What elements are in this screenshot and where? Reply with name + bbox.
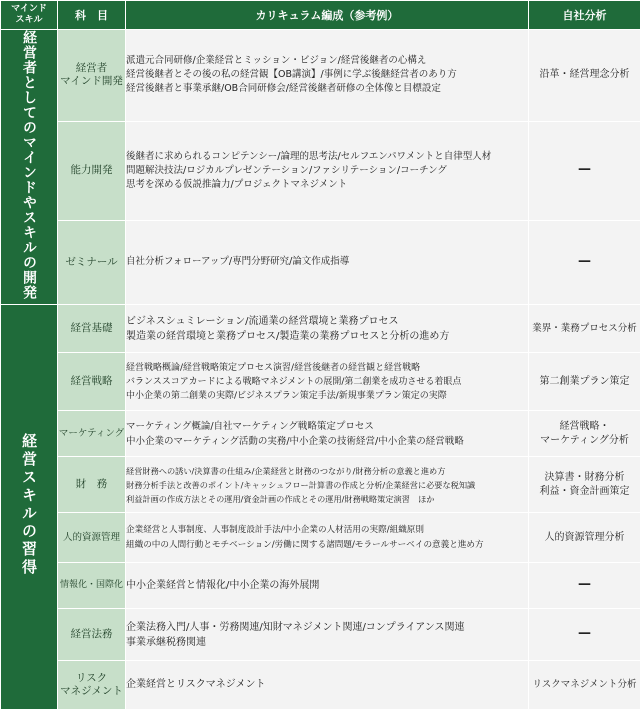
curriculum-line: 経営後継者とその後の私の経営観【OB講演】/事例に学ぶ後継経営者のあり方 [126,68,528,82]
category-skill-label: 経営スキルの習得 [21,433,37,577]
subject-cell [58,220,126,304]
subject-line: 経営法務 [58,628,125,641]
analysis-dash: — [578,162,591,177]
category-mind-label: 経営者としてのマインドやスキルの開発 [21,30,37,300]
table-row [1,305,640,353]
curriculum-cell [126,30,529,122]
subject-cell [58,457,126,513]
curriculum-line: 中小企業のマーケティング活動の実務/中小企業の技術経営/中小企業の経営戦略 [126,434,528,449]
analysis-dash: — [578,626,591,641]
subject-cell [58,609,126,661]
curriculum-line: 企業経営と人事制度、人事制度設計手法/中小企業の人材活用の実際/組織原則 [126,523,528,538]
subject-line: 経営基礎 [58,322,125,335]
category-mind [1,30,58,305]
curriculum-line: 中小企業経営と情報化/中小企業の海外展開 [126,579,528,593]
table-row [1,513,640,563]
subject-line: マーケティング [58,427,125,440]
analysis-cell [529,661,640,710]
curriculum-line: 経営財務への誘い/決算書の仕組み/企業経営と財務のつながり/財務分析の意義と進め方 [126,464,528,478]
curriculum-line: 財務分析手法と改善のポイント/キャッシュフロー計算書の作成と分析/企業経営に必要な税知識 [126,478,528,492]
curriculum-line: ビジネスシュミレーション/流通業の経営環境と業務プロセス [126,314,528,329]
subject-line: リスク [58,672,125,685]
analysis-dash: — [578,577,591,592]
curriculum-line: 製造業の経営環境と業務プロセス/製造業の業務プロセスと分析の進め方 [126,329,528,344]
curriculum-cell [126,411,529,457]
analysis-line: 決算書・財務分析 [529,471,640,485]
curriculum-line: 企業経営とリスクマネジメント [126,678,528,692]
subject-line: マネジメント [58,685,125,698]
header-category [1,1,58,30]
header-subject: 科 目 [58,1,126,30]
analysis-line: マーケティング分析 [529,434,640,448]
curriculum-cell [126,121,529,220]
subject-line: 能力開発 [58,164,125,177]
curriculum-cell [126,353,529,411]
subject-line: マインド開発 [58,75,125,88]
analysis-dash: — [578,254,591,269]
curriculum-cell [126,513,529,563]
subject-line: 経営戦略 [58,375,125,388]
subject-line: 人的資源管理 [58,531,125,544]
subject-line: 財 務 [58,478,125,491]
subject-cell [58,661,126,710]
analysis-cell [529,305,640,353]
curriculum-line: 問題解決技法/ロジカルプレゼンテーション/ファシリテーション/コーチング [126,164,528,178]
subject-line: ゼミナール [58,256,125,269]
subject-cell [58,121,126,220]
table-row [1,220,640,304]
analysis-line: 第二創業プラン策定 [529,375,640,389]
header-row [1,1,640,30]
curriculum-line: 企業法務入門/人事・労務関連/知財マネジメント関連/コンプライアンス関連 [126,620,528,635]
curriculum-cell [126,220,529,304]
category-skill [1,305,58,710]
curriculum-line: 自社分析フォローアップ/専門分野研究/論文作成指導 [126,255,528,269]
curriculum-line: マーケティング概論/自社マーケティング戦略策定プロセス [126,419,528,434]
curriculum-line: 組織の中の人間行動とモチベーション/労働に関する諸問題/モラールサーベイの意義と進め方 [126,538,528,553]
header-curriculum: カリキュラム編成（参考例） [126,1,529,30]
table-row [1,609,640,661]
analysis-line: 沿革・経営理念分析 [529,68,640,82]
analysis-cell [529,411,640,457]
analysis-line: 経営戦略・ [529,420,640,434]
analysis-cell [529,121,640,220]
analysis-cell [529,609,640,661]
analysis-cell [529,513,640,563]
curriculum-line: 利益計画の作成方法とその運用/資金計画の作成とその運用/財務戦略策定演習 ほか [126,492,528,506]
curriculum-line: 経営後継者と事業承継/OB合同研修会/経営後継者研修の全体像と目標設定 [126,82,528,96]
curriculum-line: 経営戦略概論/経営戦略策定プロセス演習/経営後継者の経営観と経営戦略 [126,361,528,375]
curriculum-line: 事業承継税務関連 [126,635,528,650]
curriculum-cell [126,457,529,513]
curriculum-line: 後継者に求められるコンピテンシー/論理的思考法/セルフエンパワメントと自律型人材 [126,150,528,164]
curriculum-cell [126,661,529,710]
curriculum-line: 中小企業の第二創業の実際/ビジネスプラン策定手法/新規事業プラン策定の実際 [126,389,528,403]
table-row [1,30,640,122]
subject-cell [58,513,126,563]
analysis-line: 人的資源管理分析 [529,531,640,545]
table-row [1,457,640,513]
curriculum-line: 派遣元合同研修/企業経営とミッション・ビジョン/経営後継者の心構え [126,54,528,68]
header-analysis: 自社分析 [529,1,640,30]
curriculum-cell [126,305,529,353]
table-row [1,661,640,710]
header-category-line: スキル [1,15,57,26]
analysis-cell [529,30,640,122]
curriculum-cell [126,609,529,661]
subject-line: 経営者 [58,62,125,75]
table-row [1,411,640,457]
subject-line: 情報化・国際化 [58,579,125,592]
analysis-cell [529,353,640,411]
curriculum-line: バランススコアカードによる戦略マネジメントの展開/第二創業を成功させる着眼点 [126,375,528,389]
table-row [1,353,640,411]
subject-cell [58,353,126,411]
subject-cell [58,30,126,122]
curriculum-line: 思考を深める仮説推論力/プロジェクトマネジメント [126,178,528,192]
analysis-cell [529,220,640,304]
table-row [1,121,640,220]
subject-cell [58,305,126,353]
header-category-line: マインド [1,4,57,15]
analysis-line: 業界・業務プロセス分析 [529,322,640,336]
subject-cell [58,411,126,457]
analysis-line: 利益・資金計画策定 [529,485,640,499]
analysis-cell [529,457,640,513]
analysis-line: リスクマネジメント分析 [529,678,640,692]
